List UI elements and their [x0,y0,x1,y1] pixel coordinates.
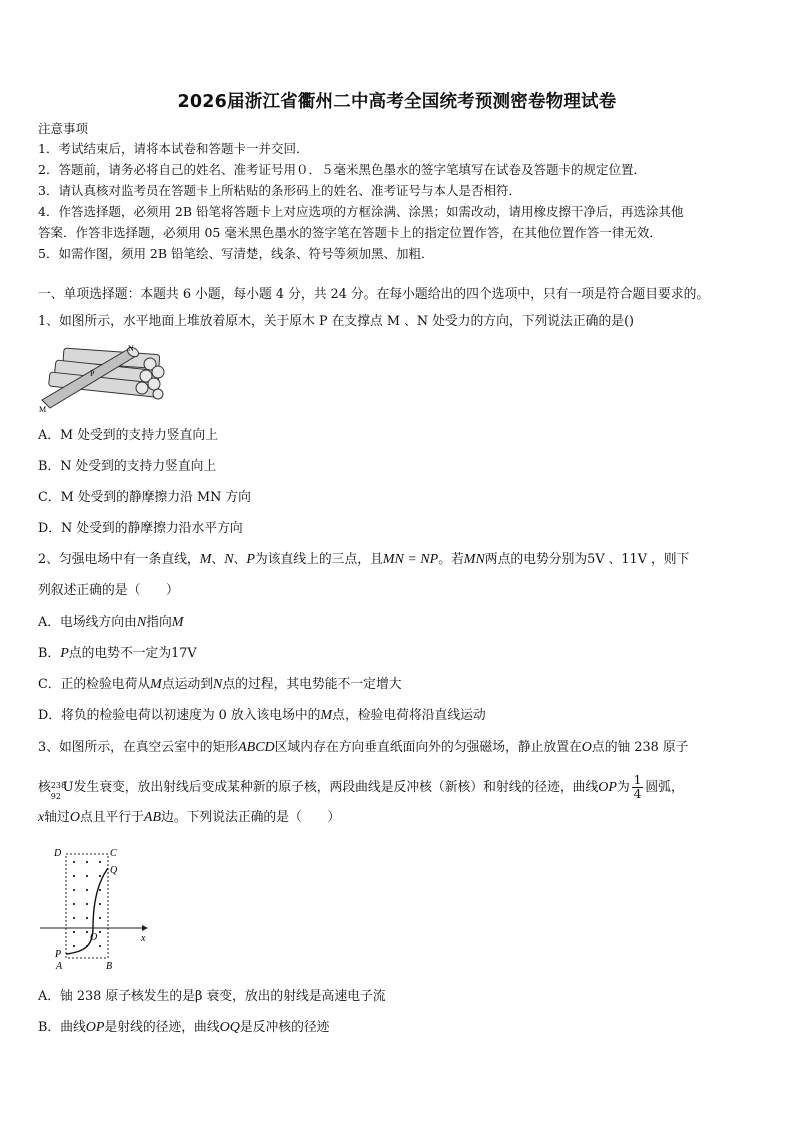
notice-item: 答案．作答非选择题，必须用 05 毫米黑色墨水的签字笔在答题卡上的指定位置作答，在其他位置作答一律无效． [38,225,662,240]
isotope-z: 92 [50,791,61,801]
var-m: M [150,677,162,692]
label-p: P [55,949,62,960]
option-text: 点的过程，其电势能不一定增大 [222,677,402,692]
label-o: O [90,932,98,943]
field-dot [73,945,75,947]
field-dot [86,931,88,933]
field-dot [99,917,101,919]
field-dot [86,861,88,863]
option-text: 点的电势不一定为17V [68,646,197,661]
field-dot [99,875,101,877]
field-dot [86,875,88,877]
var-op: OP [598,780,617,795]
field-dot [99,889,101,891]
var-o: O [581,740,592,755]
field-dot [86,903,88,905]
field-dot [86,889,88,891]
field-dot [86,917,88,919]
option-text: C．正的检验电荷从 [38,677,151,692]
stem-text: 。若 [438,552,464,567]
field-dot [73,861,75,863]
var-x: x [38,810,45,825]
page-title: 2026届浙江省衢州二中高考全国统考预测密卷物理试卷 [177,92,617,112]
logs-figure [36,342,168,416]
var-p: P [246,552,255,567]
option-text: B． [38,646,61,661]
stem-text: 发生衰变，放出射线后变成某种新的原子核，两段曲线是反冲核（新核）和射线的径迹，曲线 [73,780,599,795]
stem-text: 为该直线上的三点，且 [254,552,383,567]
question-1-option-a: A．M 处受到的支持力竖直向上 [38,428,218,443]
question-3-stem-line2 [38,774,684,801]
option-text: 是反冲核的径迹 [239,1020,330,1035]
notice-item: 1．考试结束后，请将本试卷和答题卡一并交回． [38,141,309,156]
var-m: M [320,708,333,723]
field-dot [99,903,101,905]
label-d: D [54,848,62,859]
option-text: 点运动到 [161,677,214,692]
var-abcd: ABCD [238,740,275,755]
question-2-option-a [38,614,183,632]
var-ab: AB [143,810,162,825]
var-n: N [213,677,223,692]
question-2-option-c [38,676,402,694]
stem-text: 为 [616,780,630,795]
question-2-option-b [38,645,197,663]
label-n: N [128,344,134,353]
var-n: N [224,552,234,567]
field-dot [73,903,75,905]
notice-heading: 注意事项 [38,121,89,136]
stem-text: 3、如图所示，在真空云室中的矩形 [38,740,239,755]
cloud-chamber-figure [38,842,158,974]
question-3-stem [38,739,688,757]
option-text: A．电场线方向由 [38,615,137,630]
stem-text: 边。下列说法正确的是（ ） [161,810,341,825]
fraction-den: 4 [633,787,642,801]
field-dot [73,931,75,933]
label-m: M [39,405,47,414]
stem-text: 轴过 [44,810,70,825]
stem-text: 2、匀强电场中有一条直线， [38,552,200,567]
var-m: M [199,552,212,567]
var-o: O [69,810,80,825]
question-2-stem [38,551,689,569]
var-n: N [136,615,147,630]
option-text: 指向 [146,615,172,630]
section-heading: 一、单项选择题：本题共 6 小题，每小题 4 分，共 24 分。在每小题给出的四个选项中，只有一项是符合题目要求的。 [38,287,710,302]
notice-item: 3．请认真核对监考员在答题卡上所粘贴的条形码上的姓名、准考证号与本人是否相符． [38,183,521,198]
field-dot [99,931,101,933]
label-b: B [106,961,113,972]
var-oq: OQ [219,1020,240,1035]
field-dot [73,889,75,891]
isotope-mass: 238 [50,780,67,790]
option-text: 是射线的径迹，曲线 [104,1020,220,1035]
stem-text: 、 [211,552,225,567]
stem-text: 区域内存在方向垂直纸面向外的匀强磁场，静止放置在 [274,740,582,755]
question-2-option-d [38,707,486,725]
question-1-option-c: C．M 处受到的静摩擦力沿 MN 方向 [38,490,251,505]
question-3-stem-line3 [38,809,340,827]
option-text: D．将负的检验电荷以初速度为 0 放入该电场中的 [38,708,321,723]
var-mn: MN [463,552,485,567]
var-m: M [171,615,184,630]
label-q: Q [110,865,118,876]
question-1-stem: 1、如图所示，水平地面上堆放着原木，关于原木 P 在支撑点 M 、N 处受力的方向，下列说法正确的是() [38,314,635,329]
fraction-num: 1 [633,773,642,787]
isotope-notation [50,779,67,801]
stem-text: 点且平行于 [79,810,144,825]
equation: MN = NP [382,552,439,567]
stem-text: 、 [233,552,247,567]
notice-item: 2．答题前，请务必将自己的姓名、准考证号用０．５毫米黑色墨水的签字笔填写在试卷及答题卡的规定位置． [38,162,646,177]
field-dot [99,945,101,947]
field-dot [73,875,75,877]
option-text: 点，检验电荷将沿直线运动 [332,708,486,723]
label-c: C [110,848,117,859]
notice-item: 5．如需作图，须用 2B 铅笔绘、写清楚，线条、符号等须加黑、加粗． [38,246,434,261]
label-x: x [141,933,146,944]
question-1-option-d: D．N 处受到的静摩擦力沿水平方向 [38,521,243,536]
question-3-option-a: A．铀 238 原子核发生的是β 衰变，放出的射线是高速电子流 [38,989,386,1004]
fraction [632,774,644,801]
notice-item: 4．作答选择题，必须用 2B 铅笔将答题卡上对应选项的方框涂满、涂黑；如需改动，请用橡皮擦干净后，再选涂其他 [38,204,684,219]
label-p: P [90,369,95,378]
question-3-option-b [38,1019,329,1037]
stem-text: 点的铀 238 原子 [591,740,689,755]
option-text: B．曲线 [38,1020,86,1035]
var-p: P [60,646,69,661]
isotope-symbol: U [62,780,74,795]
label-a: A [56,961,63,972]
stem-text: 核 [38,780,51,795]
question-1-option-b: B．N 处受到的支持力竖直向上 [38,459,217,474]
question-2-stem-line2: 列叙述正确的是（ ） [38,583,179,598]
stem-text: 圆弧， [645,780,684,795]
var-op: OP [85,1020,105,1035]
stem-text: 两点的电势分别为5V 、11V ，则下 [484,552,690,567]
field-dot [73,917,75,919]
field-dot [99,861,101,863]
